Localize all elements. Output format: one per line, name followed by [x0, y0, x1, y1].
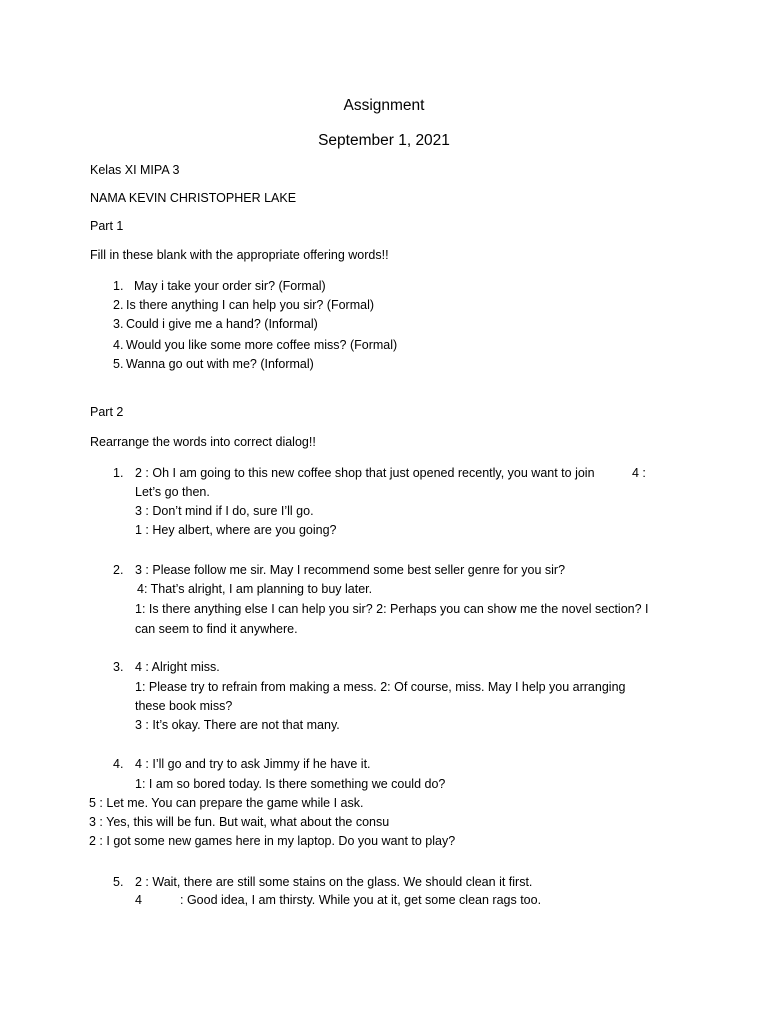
- dialog-line: 2 : Wait, there are still some stains on the glass. We should clean it first.: [135, 875, 533, 889]
- dialog-line: 4 : I’ll go and try to ask Jimmy if he have it.: [135, 757, 371, 771]
- dialog-line: 2 : I got some new games here in my laptop. Do you want to play?: [89, 834, 456, 848]
- dialog-number: 5.: [113, 875, 124, 889]
- dialog-line: 3 : Please follow me sir. May I recommend some best seller genre for you sir?: [135, 563, 566, 577]
- part1-item-number: 3.: [113, 317, 124, 331]
- part1-instruction: Fill in these blank with the appropriate offering words!!: [90, 248, 389, 262]
- class-info: Kelas XI MIPA 3: [90, 163, 180, 177]
- part1-item-number: 4.: [113, 338, 124, 352]
- part1-item-text: May i take your order sir? (Formal): [134, 279, 326, 293]
- student-name: NAMA KEVIN CHRISTOPHER LAKE: [90, 191, 297, 205]
- dialog-line: Let’s go then.: [135, 485, 210, 499]
- document-title: Assignment: [343, 97, 425, 114]
- dialog-line: 4 :: [632, 466, 646, 480]
- dialog-number: 3.: [113, 660, 124, 674]
- dialog-line: 3 : Yes, this will be fun. But wait, what about the consu: [89, 815, 390, 829]
- dialog-number: 2.: [113, 563, 124, 577]
- dialog-number: 4.: [113, 757, 124, 771]
- dialog-line: 4: [135, 893, 142, 907]
- part1-item-text: Could i give me a hand? (Informal): [126, 317, 318, 331]
- dialog-line: 5 : Let me. You can prepare the game while I ask.: [89, 796, 364, 810]
- dialog-line: 1: Please try to refrain from making a mess. 2: Of course, miss. May I help you arranging: [135, 680, 626, 694]
- part1-item-number: 1.: [113, 279, 124, 293]
- part1-heading: Part 1: [90, 219, 124, 233]
- dialog-line: these book miss?: [135, 699, 233, 713]
- part1-item-number: 2.: [113, 298, 124, 312]
- dialog-line: 3 : It’s okay. There are not that many.: [135, 718, 340, 732]
- dialog-line: 4: That’s alright, I am planning to buy later.: [137, 582, 373, 596]
- part1-item-text: Would you like some more coffee miss? (Formal): [126, 338, 398, 352]
- part2-heading: Part 2: [90, 405, 124, 419]
- document-date: September 1, 2021: [318, 132, 450, 149]
- dialog-line: 1 : Hey albert, where are you going?: [135, 523, 337, 537]
- dialog-line: : Good idea, I am thirsty. While you at it, get some clean rags too.: [180, 893, 542, 907]
- part2-instruction: Rearrange the words into correct dialog!!: [90, 435, 316, 449]
- dialog-number: 1.: [113, 466, 124, 480]
- part1-item-text: Is there anything I can help you sir? (Formal): [126, 298, 375, 312]
- dialog-line: can seem to find it anywhere.: [135, 622, 298, 636]
- dialog-line: 2 : Oh I am going to this new coffee shop that just opened recently, you want to join: [135, 466, 595, 480]
- dialog-line: 1: Is there anything else I can help you sir? 2: Perhaps you can show me the novel section? I: [135, 602, 649, 616]
- part1-item-number: 5.: [113, 357, 124, 371]
- dialog-line: 3 : Don’t mind if I do, sure I’ll go.: [135, 504, 314, 518]
- part1-item-text: Wanna go out with me? (Informal): [126, 357, 314, 371]
- dialog-line: 4 : Alright miss.: [135, 660, 220, 674]
- dialog-line: 1: I am so bored today. Is there something we could do?: [135, 777, 446, 791]
